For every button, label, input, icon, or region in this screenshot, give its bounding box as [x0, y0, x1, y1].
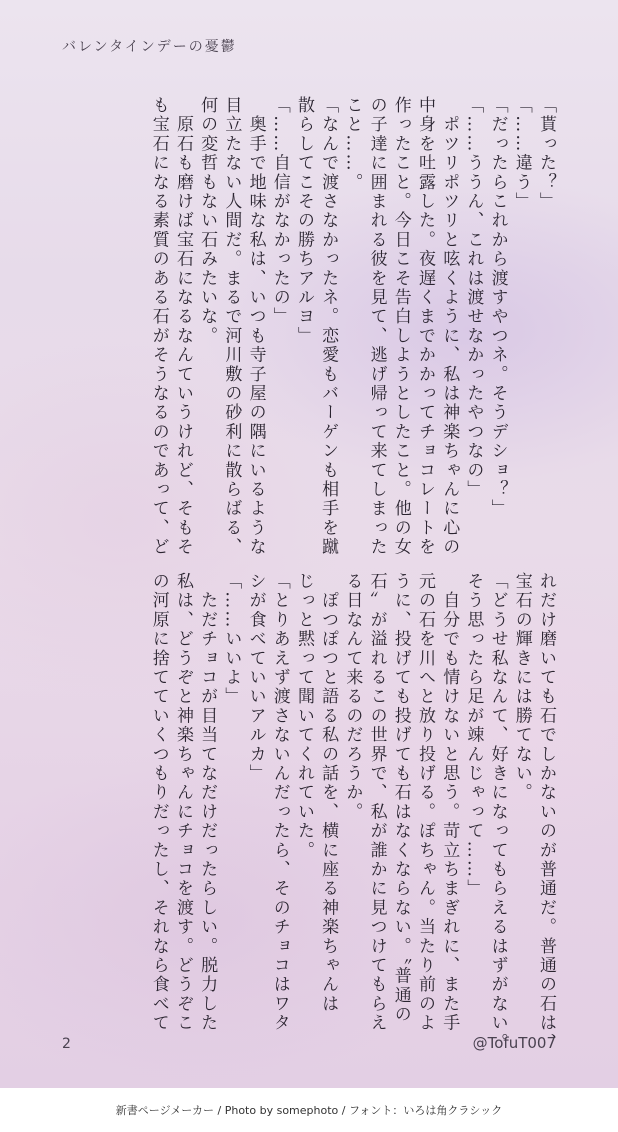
text-line: 目立たない人間だ。まるで河川敷の砂利に散らばる、	[221, 96, 242, 557]
text-line: 「……違う」	[511, 96, 532, 212]
credit-text: 新書ページメーカー / Photo by somephoto / フォント：いろは角クラシック	[115, 1104, 503, 1117]
text-line: 原石も磨けば宝石になるなんていうけれど、そもそ	[172, 96, 193, 557]
page-title: バレンタインデーの憂鬱	[62, 39, 237, 55]
page-number: 2	[62, 1036, 71, 1052]
text-line: 「だったらこれから渡すやつネ。そうデショ？」	[487, 96, 508, 519]
text-line: こと……。	[342, 96, 363, 192]
text-line: うに、投げても投げても石はなくならない。〝普通の	[390, 572, 411, 1025]
text-block-upper	[58, 96, 558, 557]
text-line: 石〟が溢れるこの世界で、私が誰かに見つけてもらえ	[366, 572, 387, 1033]
text-line: ポツリポツリと呟くように、私は神楽ちゃんに心の	[439, 96, 460, 557]
text-line: れだけ磨いても石でしかないのが普通だ。普通の石は、	[536, 572, 556, 1052]
text-line: る日なんて来るのだろうか。	[342, 572, 363, 822]
text-line: 元の石を川へと放り投げる。ぽちゃん。当たり前のよ	[414, 572, 435, 1033]
author-handle: @TofuT007	[472, 1034, 556, 1052]
text-line: じっと黙って聞いてくれていた。	[293, 572, 314, 860]
text-line: 「なんで渡さなかったネ。恋愛もバーゲンも相手を蹴	[318, 96, 339, 557]
text-line: 作ったこと。今日こそ告白しようとしたこと。他の女	[390, 96, 411, 557]
text-line: も宝石になる素質のある石がそうなるのであって、ど	[148, 96, 169, 557]
text-line: 「……いいよ」	[221, 572, 242, 707]
text-line: 「貰った？」	[536, 96, 556, 212]
text-line: 自分でも情けないと思う。苛立ちまぎれに、また手	[439, 572, 460, 1033]
text-line: ただチョコが目当てなだけだったらしい。脱力した	[197, 572, 218, 1033]
text-line: 「……ううん、これは渡せなかったやつなの」	[463, 96, 484, 500]
text-line: 私は、どうぞと神楽ちゃんにチョコを渡す。どうぞこ	[172, 572, 193, 1033]
text-line: の子達に囲まれる彼を見て、逃げ帰って来てしまった	[366, 96, 387, 557]
text-line: 何の変哲もない石みたいな。	[197, 96, 218, 346]
text-line: 宝石の輝きには勝てない。	[511, 572, 532, 803]
text-line: ぽつぽつと語る私の話を、横に座る神楽ちゃんは	[318, 572, 339, 1014]
text-line: 「どうせ私なんて、好きになってもらえるはずがない。	[487, 572, 508, 1052]
text-line: 「……自信がなかったの」	[269, 96, 290, 327]
text-line: 奥手で地味な私は、いつも寺子屋の隅にいるような	[245, 96, 266, 557]
text-line: 散らしてこその勝ちアルヨ」	[293, 96, 314, 346]
text-line: そう思ったら足が竦んじゃって……」	[463, 572, 484, 899]
text-line: シが食べていいアルカ」	[245, 572, 266, 784]
credit-footer	[0, 1088, 618, 1132]
text-line: 「とりあえず渡さないんだったら、そのチョコはワタ	[269, 572, 290, 1033]
text-line: の河原に捨てていくつもりだったし、それなら食べて	[148, 572, 169, 1033]
text-line: 中身を吐露した。夜遅くまでかかってチョコレートを	[414, 96, 435, 557]
